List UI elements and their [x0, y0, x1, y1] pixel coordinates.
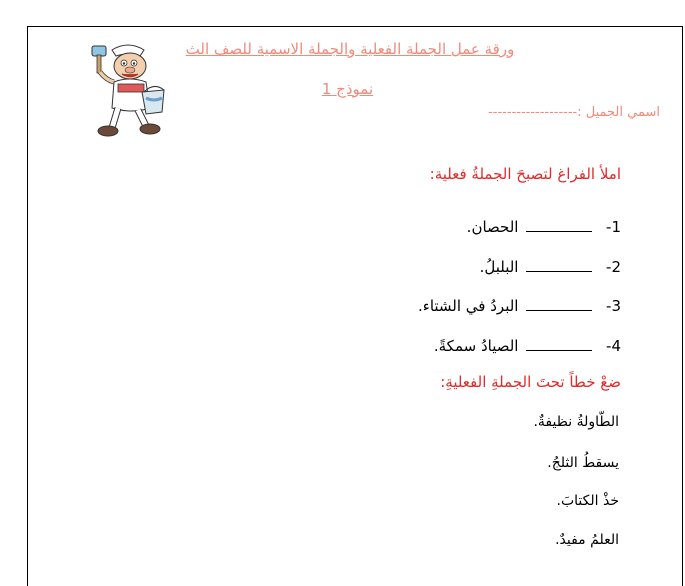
item-text: البردُ في الشتاء.: [418, 297, 519, 315]
item-number: 1-: [606, 218, 621, 236]
fill-blank-item: [418, 296, 621, 315]
item-number: 4-: [606, 337, 621, 355]
blank-line: [526, 257, 592, 272]
fill-blank-item: [467, 217, 621, 236]
blank-line: [526, 296, 592, 311]
fill-blank-item: [434, 336, 621, 355]
item-number: 3-: [606, 297, 621, 315]
blank-line: [526, 336, 592, 351]
item-text: الحصان.: [466, 218, 519, 236]
sentence-item: العلمُ مفيدٌ.: [555, 532, 619, 548]
section1-heading: املأ الفراغ لتصبحَ الجملةُ فعلية:: [429, 165, 621, 183]
sentence-item: خذْ الكتابَ.: [556, 493, 619, 509]
blank-line: [526, 217, 592, 232]
student-name-field: اسمي الجميل :-------------------: [488, 105, 660, 120]
item-text: البلبلُ.: [479, 258, 519, 276]
worksheet-subtitle: نموذج 1: [321, 80, 374, 98]
worksheet-title: ورقة عمل الجملة الفعلية والجملة الاسمية للصف الث: [185, 40, 515, 58]
sentence-item: الطّاولةُ نظيفةٌ.: [533, 414, 619, 430]
section2-heading: ضعْ خطاً تحتَ الجملةِ الفعليةِ:: [440, 373, 621, 391]
item-text: الصيادُ سمكةً.: [433, 337, 519, 355]
sentence-item: يسقطُ الثلجُ.: [547, 455, 619, 471]
fill-blank-item: [480, 257, 621, 276]
item-number: 2-: [606, 258, 621, 276]
